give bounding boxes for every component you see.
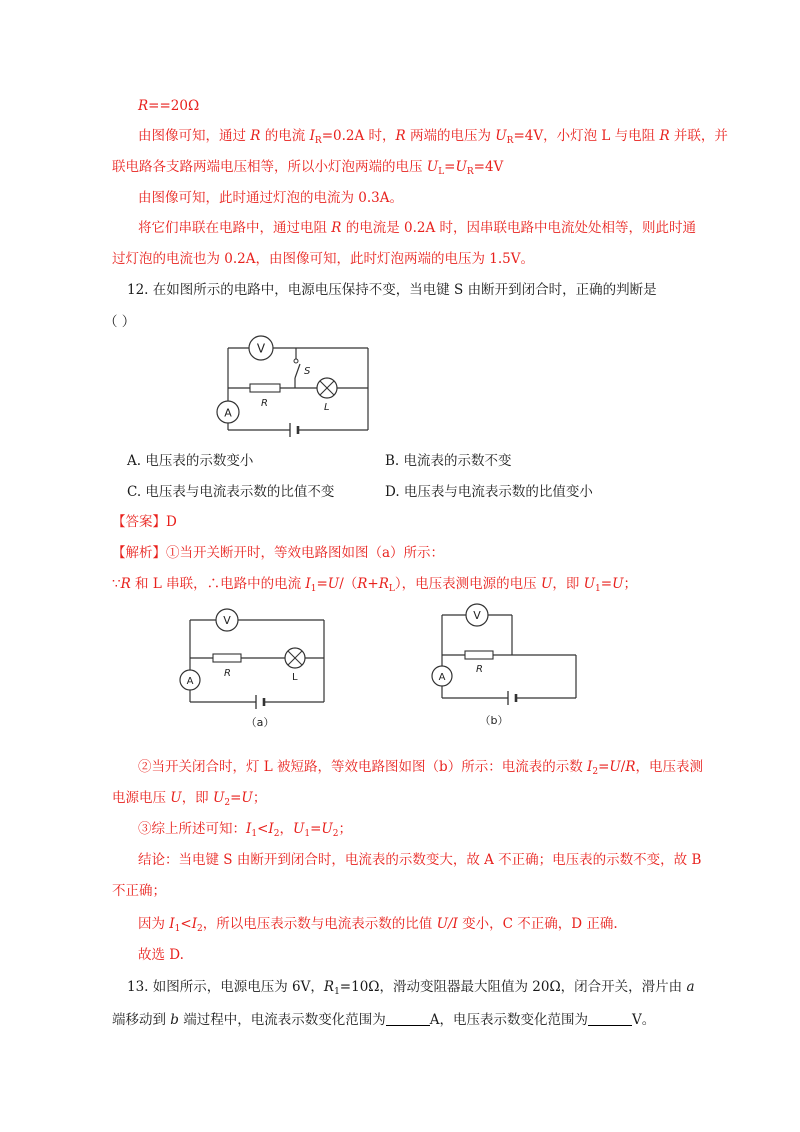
circuit-diagram-b — [432, 600, 582, 730]
q12-voltmeter-label: V — [256, 341, 266, 356]
battery-icon — [290, 423, 298, 437]
fig-a-resistor-label: R — [224, 668, 231, 679]
q12-analysis-p7: 不正确； — [112, 883, 166, 899]
q12-resistor-label: R — [261, 398, 268, 409]
q13-line-2: 端移动到 b 端过程中，电流表示数变化范围为 A，电压表示数变化范围为 V。 — [112, 1012, 656, 1028]
fig-b-voltmeter-label: V — [473, 609, 481, 622]
q12-analysis-p2: ∵R 和 L 串联，∴电路中的电流 $I_1=U/(R+R_L)$，电压表测电源的电压 U，即 $U_1=U$； — [112, 576, 637, 594]
q12-option-a[interactable]: A. 电压表的示数变小 — [127, 453, 254, 469]
q12-stem: 12. 在如图所示的电路中，电源电压保持不变，当电键 S 由断开到闭合时，正确的判断是 — [127, 282, 657, 298]
solution-line-5: 将它们串联在电路中，通过电阻 R 的电流是 0.2A 时，因串联电路中电流处处相等，则此时通 — [138, 220, 697, 236]
q12-option-d[interactable]: D. 电压表与电流表示数的比值变小 — [385, 484, 593, 500]
q12-analysis-p3: ②当开关闭合时，灯 L 被短路，等效电路图如图（b）所示：电流表的示数 $I_2=U/R$，电压表测 — [138, 759, 703, 777]
solution-line-2: 由图像可知，通过 R 的电流 $I_R=0.2A$ 时，R 两端的电压为 $U_R=4V$，小灯泡 L 与电阻 R 并联，并 — [138, 128, 728, 146]
battery-icon — [508, 691, 516, 705]
fig-a-voltmeter-label: V — [223, 614, 231, 627]
battery-icon — [256, 695, 264, 709]
q13-line-1: 13. 如图所示，电源电压为 6V，$R_1=10\Omega$，滑动变阻器最大阻值为 20Ω，闭合开关，滑片由 a — [127, 979, 695, 997]
fig-b-ammeter-label: A — [438, 672, 446, 683]
q12-analysis-p9: 故选 D. — [138, 947, 184, 963]
resistor-icon — [213, 654, 241, 662]
q12-analysis-p6: 结论：当电键 S 由断开到闭合时，电流表的示数变大，故 A 不正确；电压表的示数不变，故 B — [138, 852, 702, 868]
resistor-icon — [465, 651, 493, 659]
fig-a-caption: （a） — [245, 716, 275, 729]
circuit-diagram-a — [180, 608, 330, 738]
fig-a-ammeter-label: A — [186, 676, 194, 687]
q12-lamp-label: L — [324, 402, 330, 413]
fig-b-caption: （b） — [479, 714, 509, 727]
solution-line-1: R==20Ω — [138, 98, 200, 114]
fig-a-lamp-label: L — [292, 672, 298, 683]
q12-option-c[interactable]: C. 电压表与电流表示数的比值不变 — [127, 484, 335, 500]
fig-b-resistor-label: R — [476, 664, 483, 675]
q12-circuit-diagram — [222, 338, 382, 438]
q12-answer-paren: （ ） — [104, 314, 136, 330]
solution-line-4: 由图像可知，此时通过灯泡的电流为 0.3A。 — [138, 190, 404, 206]
solution-line-3: 联电路各支路两端电压相等，所以小灯泡两端的电压 $U_L=U_R=4V$ — [112, 159, 504, 177]
q12-analysis-p1: 【解析】①当开关断开时，等效电路图如图（a）所示： — [112, 545, 445, 561]
voltage-range-blank[interactable] — [588, 1011, 632, 1026]
q12-answer: 【答案】D — [112, 514, 177, 530]
q12-analysis-p5: ③综上所述可知：$I_1<I_2$，$U_1=U_2$； — [138, 821, 353, 839]
q12-switch-label: S — [304, 366, 311, 377]
current-range-blank[interactable] — [386, 1011, 430, 1026]
solution-line-6: 过灯泡的电流也为 0.2A，由图像可知，此时灯泡两端的电压为 1.5V。 — [112, 251, 535, 267]
resistor-icon — [250, 384, 280, 392]
q12-analysis-p8: 因为 $I_1<I_2$，所以电压表示数与电流表示数的比值 U/I 变小，C 不正确，D 正确. — [138, 916, 618, 934]
q12-option-b[interactable]: B. 电流表的示数不变 — [385, 453, 512, 469]
q12-ammeter-label: A — [224, 406, 232, 420]
q12-analysis-p4: 电源电压 U，即 $U_2=U$； — [112, 790, 267, 808]
